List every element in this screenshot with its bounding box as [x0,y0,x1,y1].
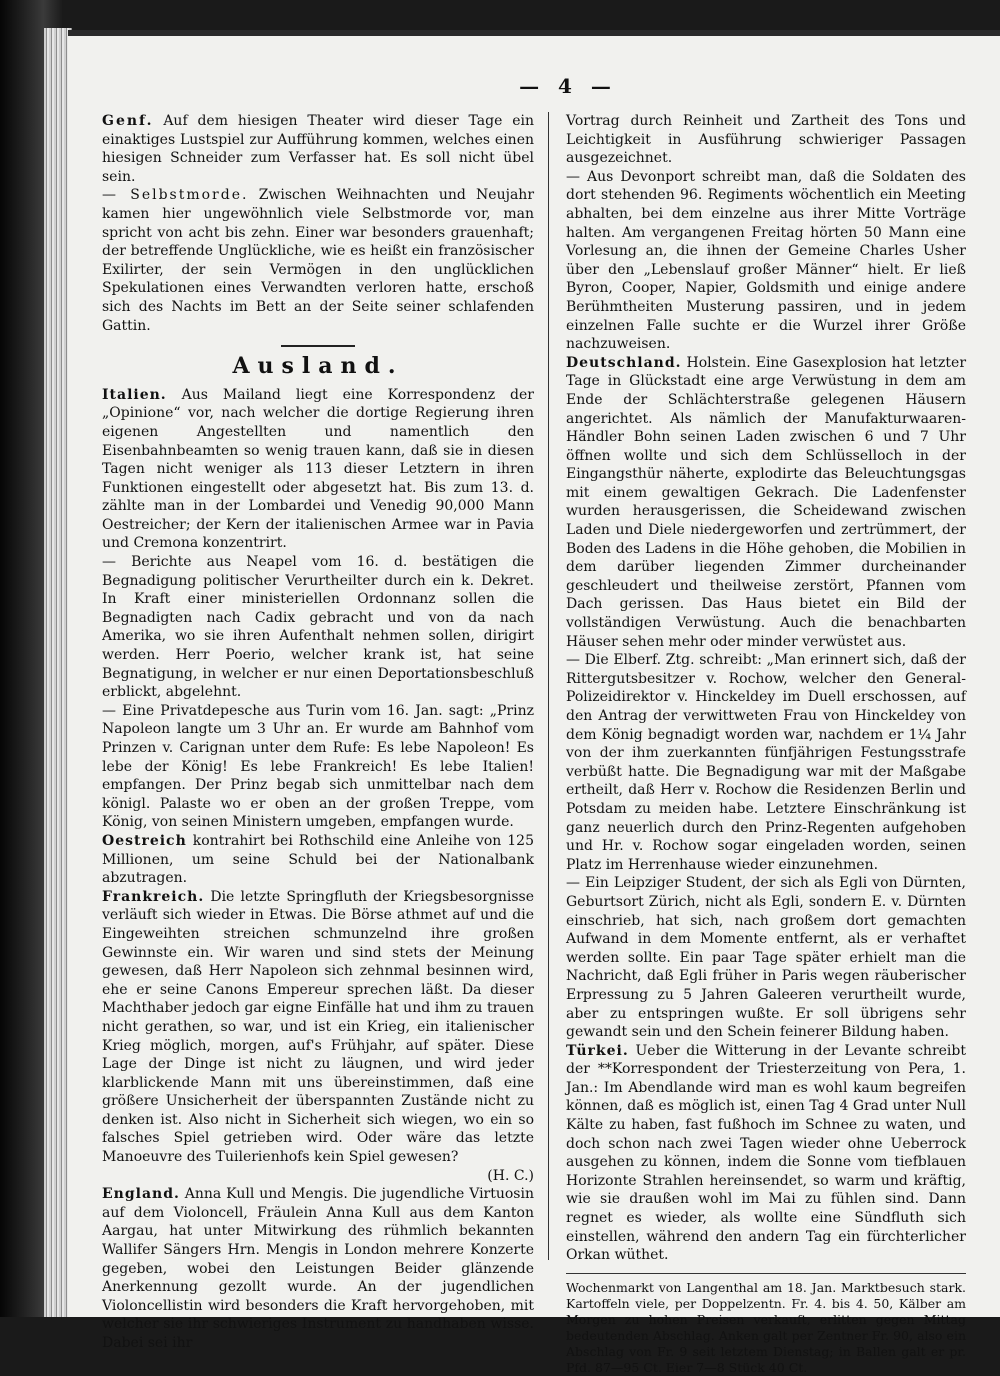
article-frankreich [102,888,534,1186]
article-england-continued: Vortrag durch Reinheit und Zartheit des Tons und Leichtigkeit in Ausführung schwieriger Passagen ausgezeichnet. [566,113,966,167]
article-oestreich [102,832,534,888]
country-tuerkei: Türkei. [566,1042,629,1059]
article-neapel: — Berichte aus Neapel vom 16. d. bestätigen die Begnadigung politischer Verurtheilter durch ein k. Dekret. In Kraft einer ministeriellen Ordonnanz sollen die Begnadigten nach Cadix gebracht und von da nach Amerika, wo sie ihren Aufenthalt nehmen sollen, dirigirt werden. Herr Poerio, welcher krank ist, hat seine Begnatigung, in welcher er nur einen Deportationsbeschluß erblickt, abgelehnt. [102,554,534,701]
section-rule [281,345,355,347]
article-genf-text: Auf dem hiesigen Theater wird dieser Tage ein einaktiges Lustspiel zur Aufführung kommen, welches einen hiesigen Schneider zum Verfasser hat. Es soll nicht übel sein. [102,113,535,185]
article-deutschland-text: Holstein. Eine Gasexplosion hat letzter Tage in Glückstadt eine arge Verwüstung in dem am Ende der Schlächterstraße gelegenen Häusern angerichtet. Als nämlich der Manufakturwaaren-Händler Bohn seinen Laden zwischen 6 und 7 Uhr öffnen wollte und sich dem Schlüsselloch in der Eingangsthür näherte, explodirte das Beleuchtungsgas mit einem gewaltigen Gekrach. Die Ladenfenster wurden herausgerissen, die Scheidewand zwischen Laden und Diele niedergeworfen und zertrümmert, der Boden des Ladens in die Höhe gehoben, die Mobilien in dem darüber liegenden Zimmer durcheinander geschleudert und theilweise zerstört, Pfannen vom Dach gerissen. Das Haus bietet ein Bild der vollständigen Verwüstung. Auch die benachbarten Häuser sehen mehr oder minder verwüstet aus. [566,354,967,650]
dateline-genf: Genf. [102,113,154,129]
page-number: — 4 — [519,74,617,98]
market-rule [566,1273,966,1274]
left-column [102,112,534,1353]
article-frankreich-text: Die letzte Springfluth der Kriegsbesorgnisse verläuft sich wieder in Etwas. Die Börse athmet auf und die Eingeweihten streichen schmunzelnd ihre großen Gewinnste ein. Wir waren und sind stets der Meinung gewesen, daß Herr Napoleon sich zehnmal besinnen wird, ehe er seine Canons Empereur sprechen läßt. Da dieser Machthaber jedoch gar eigne Einfälle hat und ihm zu trauen nicht gerathen, so war, und ist ein Krieg, ein italienischer Krieg möglich, morgen, auf's Frühjahr, auf später. Diese Lage der Dinge ist nicht zu läugnen, und wird jeder klarblickende Mann mit uns übereinstimmen, daß eine größere Unsicherheit der überspannten Zustände nicht zu denken ist. Also nicht in Sicherheit sich wiegen, wo ein so falsches Spiel getrieben wird. Oder wäre das letzte Manoeuvre des Tuilerienhofs kein Spiel gewesen? [102,888,534,1166]
country-frankreich: Frankreich. [102,888,205,905]
country-england: England. [102,1186,180,1203]
right-column [566,112,966,1376]
section-heading-ausland: Ausland. [232,353,404,380]
country-italien: Italien. [102,386,167,403]
article-turin: — Eine Privatdepesche aus Turin vom 16. Jan. sagt: „Prinz Napoleon langte um 3 Uhr an. Er wurde am Bahnhof vom Prinzen v. Carignan unter dem Rufe: Es lebe Napoleon! Es lebe der König! Es lebe Frankreich! Es lebe Italien! empfangen. Der Prinz begab sich unmittelbar nach dem königl. Palaste wo er oben an der großen Treppe, vom König, von seinen Ministern umgeben, empfangen wurde. [102,702,534,831]
article-devonport: — Aus Devonport schreibt man, daß die Soldaten des dort stehenden 96. Regiments wöchentlich ein Meeting abhalten, bei dem einzelne aus ihrer Mitte Vorträge halten. Am vergangenen Freitag hörten 50 Mann eine Vorlesung an, die ihnen der Gemeine Charles Usher über den „Lebenslauf großer Männer“ hielt. Er ließ Byron, Cooper, Napier, Goldsmith und einige andere Berühmtheiten Musterung passiren, und in jedem einzelnen Falle suchte er die Wurzel ihrer Größe nachzuweisen. [566,168,966,353]
source-note: (H. C.) [487,1167,534,1184]
article-oestreich-text: kontrahirt bei Rothschild eine Anleihe von 125 Millionen, um seine Schuld bei der Nationalbank abzutragen. [102,832,535,887]
article-england-text: Anna Kull und Mengis. Die jugendliche Virtuosin auf dem Violoncell, Fräulein Anna Kull aus dem Kanton Aargau, hat unter Mitwirkung des rühmlich bekannten Wallifer Sängers Hrn. Mengis in London mehrere Konzerte gegeben, wobei den Leistungen Beider glänzende Anerkennung gezollt wurde. An der jugendlichen Violoncellistin wird besonders die Kraft hervorgehoben, mit welcher sie ihr schwieriges Instrument zu handhaben wisse. Dabei sei ihr [102,1186,534,1351]
country-oestreich: Oestreich [102,832,187,849]
country-deutschland: Deutschland. [566,354,682,371]
article-tuerkei-text: Ueber die Witterung in der Levante schreibt der **Korrespondent der Triesterzeitung von Pera, 1. Jan.: Im Abendlande wird man es wohl kaum begreifen können, daß es möglich ist, einen Tag 4 Grad unter Null Kälte zu haben, fast fußhoch im Schnee zu waten, und doch schon nach zwei Tagen wieder ohne Ueberrock ausgehen zu können, indem die Sonne vom tiefblauen Horizonte Strahlen hereinsendet, so warm und kräftig, wie sie draußen wohl im Mai zu fühlen sind. Dann regnet es wieder, als wollte eine Sündfluth sich einstellen, während den andern Tag ein fürchterlicher Orkan wüthet. [566,1042,966,1264]
article-italien-text: Aus Mailand liegt eine Korrespondenz der „Opinione“ vor, nach welcher die dortige Regierung ihren eigenen Angestellten und namentlich den Eisenbahnbeamten so wenig trauen kann, daß sie in diesen Tagen nicht weniger als 113 dieser Letztern in ihren Funktionen eingestellt oder abgesetzt hat. Bis zum 13. d. zählte man in der Lombardei und Venedig 90,000 Mann Oestreicher; der Kern der italienischen Armee war in Pavia und Cremona konzentrirt. [102,386,534,552]
article-england [102,1185,534,1352]
article-elberfeld: — Die Elberf. Ztg. schreibt: „Man erinnert sich, daß der Rittergutsbesitzer v. Rochow, welcher den General-Polizeidirektor v. Hinckeldey im Duell erschossen, auf den Antrag der verwittweten Frau von Hinckeldey von dem König begnadigt worden war, nachdem er 1¼ Jahr von der ihm zuerkannten fünfjährigen Festungsstrafe verbüßt hatte. Die Begnadigung war mit der Maßgabe ertheilt, daß Herr v. Rochow die Residenzen Berlin und Potsdam zu meiden habe. Letztere Einschränkung ist ganz neuerlich durch den Prinz-Regenten aufgehoben und Hr. v. Rochow sogar eingeladen worden, seinen Platz im Herrenhause wieder einzunehmen. [566,652,966,873]
market-report: Wochenmarkt von Langenthal am 18. Jan. Marktbesuch stark. Kartoffeln viele, per Doppelzentn. Fr. 4. bis 4. 50, Kälber am Morgen zu hohen Preisen verkauft, erlitten gegen Mittag bedeutenden Abschlag. Anken galt per Zentner Fr. 90, also ein Abschlag von Fr. 9 seit letztem Dienstag; in Ballen galt er pr. Pfd. 87—95 Ct. Eier 7—8 Stück 40 Ct. [566,1279,966,1375]
article-italien [102,386,534,553]
column-divider [548,112,549,1260]
article-tuerkei [566,1042,966,1265]
article-selbstmorde [102,186,534,335]
article-selbstmorde-text: Zwischen Weihnachten und Neujahr kamen hier ungewöhnlich viele Selbstmorde vor, man spricht von acht bis zehn. Einer war besonders grauenhaft; der betreffende Unglückliche, wie es heißt ein französischer Exilirter, der sein Vermögen in den unglücklichen Spekulationen eines Verwandten verloren hatte, erschoß sich des Nachts im Bett an der Seite seiner schlafenden Gattin. [102,187,535,334]
dateline-selbstmorde: — Selbstmorde. [102,187,249,204]
article-deutschland [566,354,966,652]
article-genf [102,112,534,186]
page-top-shadow [68,30,1000,36]
article-leipzig: — Ein Leipziger Student, der sich als Egli von Dürnten, Geburtsort Zürich, nicht als Egli, sondern E. v. Dürnten einschrieb, hat sich, nach großem dort gemachten Aufwand in dem Momente entfernt, als er verhaftet werden sollte. Ein paar Tage später erhielt man die Nachricht, daß Egli früher in Paris wegen räuberischer Erpressung zu 5 Jahren Galeeren verurtheilt wurde, aber zu entspringen wußte. Er soll übrigens sehr gewandt sein und den Schein feinerer Bildung haben. [566,875,966,1041]
